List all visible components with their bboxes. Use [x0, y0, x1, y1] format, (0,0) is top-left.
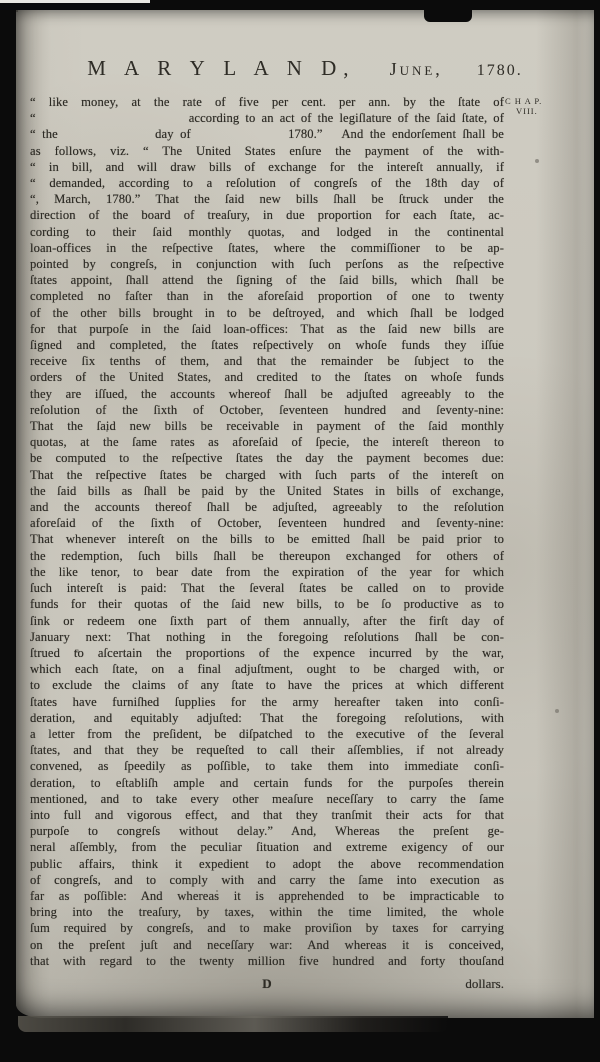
body-text-line: and the accounts thereof ſhall be adjuſted, agreeably to the reſolution: [30, 500, 504, 515]
body-text-line: the like tenor, to bear date from the expiration of the year for which: [30, 564, 504, 579]
body-text-line: “ in bill, and will draw bills of exchange for the intereſt annually, if: [30, 159, 504, 174]
body-text-line: ſink or redeem one ſixth part of them annually, after the firſt day of: [30, 613, 504, 628]
body-text-line: they are iſſued, the accounts whereof ſhall be adjuſted agreeably to the: [30, 386, 504, 401]
body-text-line: ſtates have furniſhed ſupplies for the army hereafter taken into conſi-: [30, 694, 504, 709]
body-text-line: That whenever intereſt on the bills to be emitted ſhall be paid prior to: [30, 532, 504, 547]
body-text-line: the ſaid bills as ſhall be paid by the United States in bills of exchange,: [30, 483, 504, 498]
body-text-line: “ demanded, according to a reſolution of congreſs of the 18th day of: [30, 176, 504, 191]
header-year: 1780.: [476, 62, 523, 79]
chapter-margin-note: [505, 96, 575, 116]
body-text-line: into full and vigorous effect, and that they tranſmit their acts for that: [30, 807, 504, 822]
body-text-line: purpoſe to congreſs without delay.” And, Whereas the preſent ge-: [30, 824, 504, 839]
catchword: dollars.: [465, 976, 504, 991]
body-text-line: reſolution of the ſixth of October, ſeventeen hundred and ſeventy-nine:: [30, 402, 504, 417]
body-text-line: That the reſpective ſtates be charged with ſuch parts of the intereſt on: [30, 467, 504, 482]
body-text-line: That the ſaid new bills be receivable in payment of the ſaid monthly: [30, 419, 504, 434]
body-text-line: neral aſſembly, from the peculiar ſituation and extreme exigency of our: [30, 840, 504, 855]
body-text-line: completed no faſter than in the aforeſaid proportion of one to twenty: [30, 289, 504, 304]
scan-top-notch: [424, 0, 472, 22]
body-text-line: far as poſſible: And whereas it is apprehended to be impracticable to: [30, 888, 504, 903]
body-text-line: bring into the treaſury, by taxes, within the time limited, the whole: [30, 905, 504, 920]
body-text-line: “ like money, at the rate of five per cent. per ann. by the ſtate of: [30, 95, 504, 109]
body-text-line: loan-offices in the reſpective ſtates, where the commiſſioner to be ap-: [30, 240, 504, 255]
body-text-line: quotas, at the ſame rates as aforeſaid of ſpecie, the intereſt thereon to: [30, 435, 504, 450]
chapter-label: C H A P.: [505, 96, 543, 106]
body-text-line: be computed to the reſpective ſtates the day the payment becomes due:: [30, 451, 504, 466]
body-text-line: as follows, viz. “ The United States enſure the payment of the with-: [30, 143, 504, 158]
body-text-line: ſtrued to aſcertain the proportions of the expence incurred by the war,: [30, 645, 504, 660]
body-text-line: ſum required by congreſs, and to make proviſion by taxes for carrying: [30, 921, 504, 936]
body-text-line: “ according to an act of the legiſlature of the ſaid ſtate, of: [30, 111, 504, 126]
header-month: June,: [389, 59, 443, 79]
body-text-line: of congreſs, and to comply with and carry the ſame into execution as: [30, 872, 504, 887]
body-text-line: that with regard to the twenty million five hundred and forty thouſand: [30, 953, 504, 968]
page-footer: [30, 976, 504, 994]
body-text-line: ſtates appoint, ſhall attend the ſigning of the ſaid bills, which ſhall be: [30, 273, 504, 288]
page-header: [76, 56, 534, 81]
body-text-line: ſtates, and that they be requeſted to call their aſſemblies, if not already: [30, 743, 504, 758]
scan-bottom-tear: [18, 1016, 448, 1032]
body-text-line: direction of the board of treaſury, in due proportion for each ſtate, ac-: [30, 208, 504, 223]
body-text-line: of the other bills brought in to be deſtroyed, and which ſhall be lodged: [30, 305, 504, 320]
body-text-line: funds for their quotas of the ſaid new bills, to be ſo productive as to: [30, 597, 504, 612]
body-text-line: aforeſaid of the ſixth of October, ſeventeen hundred and ſeventy-nine:: [30, 516, 504, 531]
body-text-line: the redemption, ſuch bills ſhall be thereupon exchanged for others of: [30, 548, 504, 563]
body-text-line: on the preſent juſt and neceſſary war: And whereas it is conceived,: [30, 937, 504, 952]
body-text-line: ſigned and completed, the ſtates reſpectively on whoſe funds they iſſue: [30, 338, 504, 353]
header-state-name: M A R Y L A N D,: [87, 56, 356, 80]
body-text-line: receive ſix tenths of them, and that the remainder be ſubject to the: [30, 354, 504, 369]
body-text-line: for that purpoſe in the ſaid loan-offices: That as the ſaid new bills are: [30, 321, 504, 336]
body-text-line: deration, to eſtabliſh ample and certain funds for the purpoſes therein: [30, 775, 504, 790]
body-text-line: “ the day of 1780.” And the endorſement ſhall be: [30, 127, 504, 142]
body-text-line: public affairs, think it expedient to adopt the above recommendation: [30, 856, 504, 871]
body-text: [30, 94, 504, 969]
body-text-line: which each ſtate, on a final adjuſtment, ought to be charged with, or: [30, 662, 504, 677]
page-paper: [16, 10, 594, 1018]
body-text-line: ſuch intereſt is paid: That the ſeveral ſtates be called on to provide: [30, 581, 504, 596]
body-text-line: deration, and equitably adjuſted: That the foregoing reſolutions, with: [30, 710, 504, 725]
body-text-line: pointed by congreſs, in conjunction with ſuch perſons as the reſpective: [30, 257, 504, 272]
body-text-line: a letter from the preſident, be diſpatched to the executive of the ſeveral: [30, 726, 504, 741]
body-text-line: January next: That nothing in the foregoing reſolutions ſhall be con-: [30, 629, 504, 644]
signature-mark: D: [262, 976, 272, 991]
scan-edge-highlight: [0, 0, 150, 3]
body-text-line: orders of the United States, and credited to the ſtates on whoſe funds: [30, 370, 504, 385]
body-text-line: cording to their ſaid monthly quotas, and lodged in the continental: [30, 224, 504, 239]
scan-noise-specks: [16, 10, 18, 12]
body-text-line: to exclude the claims of any ſtate to have the prices at which different: [30, 678, 504, 693]
body-text-line: convened, as ſpeedily as poſſible, to take them into immediate conſi-: [30, 759, 504, 774]
body-text-line: “, March, 1780.” That the ſaid new bills ſhall be ſtruck under the: [30, 192, 504, 207]
chapter-number: VIII.: [516, 106, 538, 116]
body-text-line: mentioned, and to take every other meaſure neceſſary to carry the ſame: [30, 791, 504, 806]
